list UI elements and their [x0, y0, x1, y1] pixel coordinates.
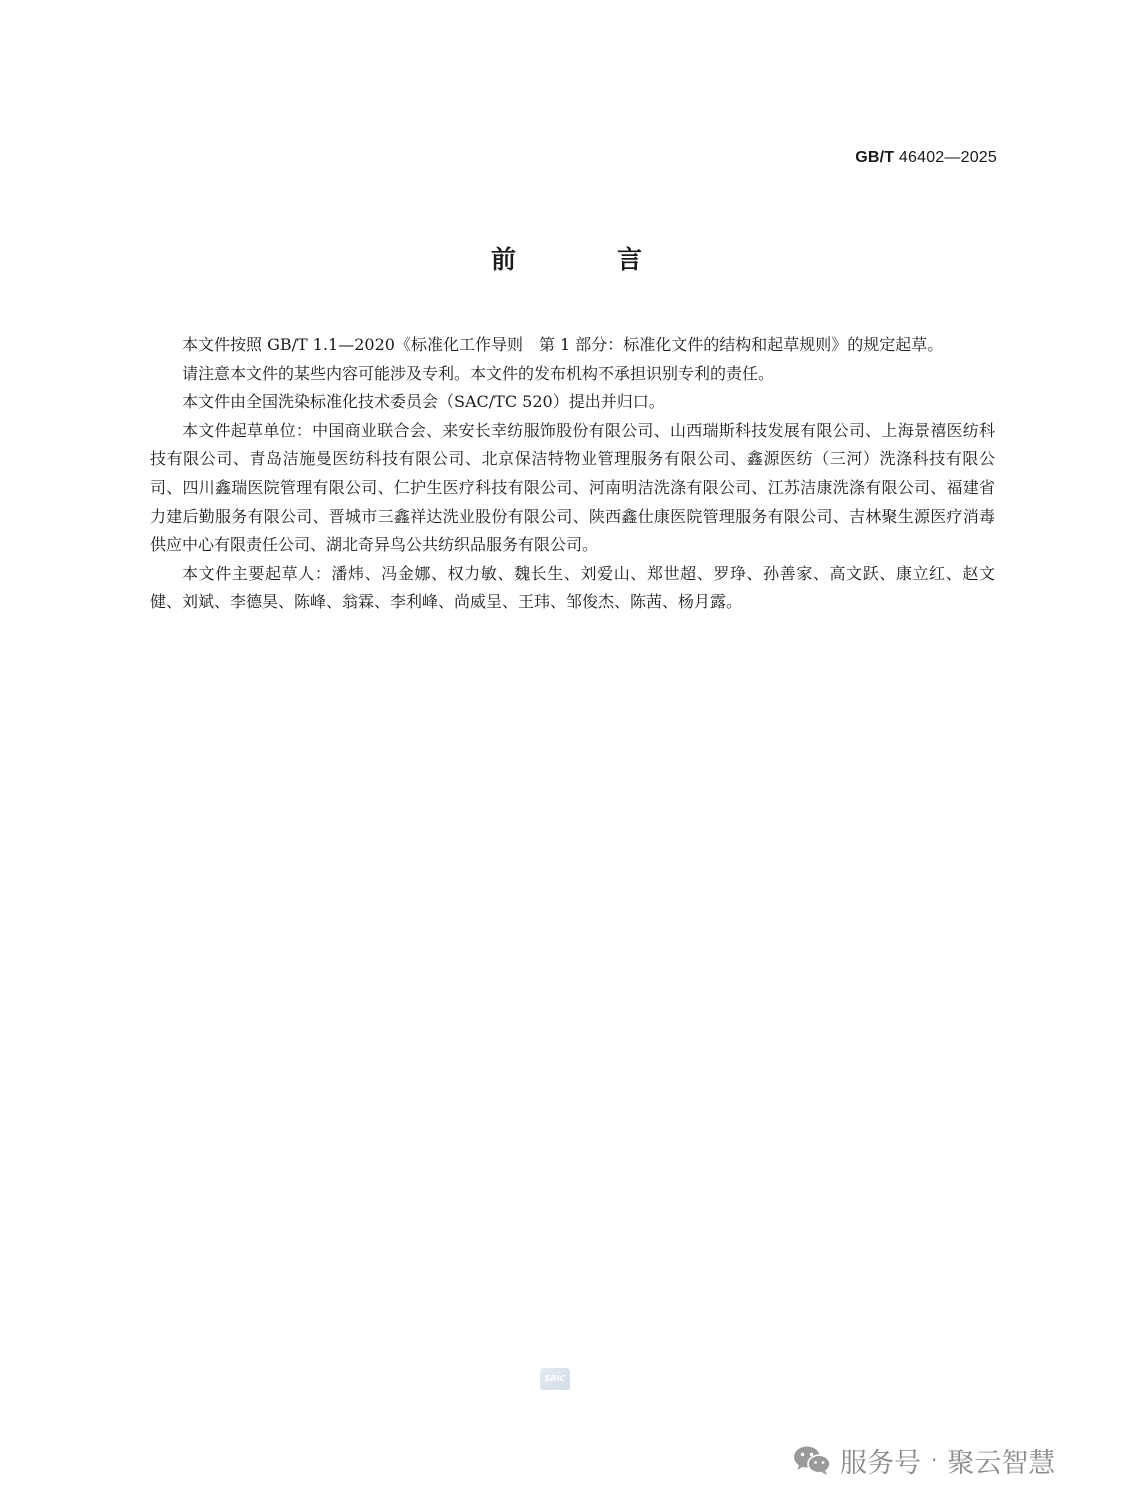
watermark-label: 服务号 — [840, 1447, 921, 1479]
paragraph-drafting-units: 本文件起草单位：中国商业联合会、来安长幸纺服饰股份有限公司、山西瑞斯科技发展有限公司、上海景禧医纺科技有限公司、青岛洁施曼医纺科技有限公司、北京保洁特物业管理服务有限公司、鑫源医纺（三河）洗涤科技有限公司、四川鑫瑞医院管理有限公司、仁护生医疗科技有限公司、河南明洁洗涤有限公司、江苏洁康洗涤有限公司、福建省力建后勤服务有限公司、晋城市三鑫祥达洗业股份有限公司、陕西鑫仕康医院管理服务有限公司、吉林聚生源医疗消毒供应中心有限责任公司、湖北奇异鸟公共纺织品服务有限公司。 — [150, 420, 995, 555]
paragraph-drafting-rules: 本文件按照 GB/T 1.1—2020《标准化工作导则 第 1 部分：标准化文件的结构和起草规则》的规定起草。 — [182, 335, 944, 354]
standard-prefix: GB/T — [855, 149, 895, 166]
paragraph-drafters: 本文件主要起草人：潘炜、冯金娜、权力敏、魏长生、刘爱山、郑世超、罗琤、孙善家、高文跃、康立红、赵文健、刘斌、李德昊、陈峰、翁霖、李利峰、尚威呈、王玮、邹俊杰、陈茜、杨月露。 — [150, 563, 995, 612]
wechat-watermark — [792, 1440, 1055, 1480]
watermark-separator: · — [931, 1448, 938, 1472]
foreword-body — [150, 331, 995, 617]
paragraph-committee: 本文件由全国洗染标准化技术委员会（SAC/TC 520）提出并归口。 — [182, 392, 665, 412]
page-title: 前 言 — [490, 245, 680, 274]
standard-number — [855, 149, 997, 167]
standard-code: 46402—2025 — [898, 149, 997, 166]
watermark-account: 聚云智慧 — [947, 1447, 1056, 1479]
paragraph-patent-notice: 请注意本文件的某些内容可能涉及专利。本文件的发布机构不承担识别专利的责任。 — [182, 363, 775, 383]
publisher-logo: SRIC — [540, 1368, 570, 1390]
wechat-icon — [792, 1444, 832, 1476]
